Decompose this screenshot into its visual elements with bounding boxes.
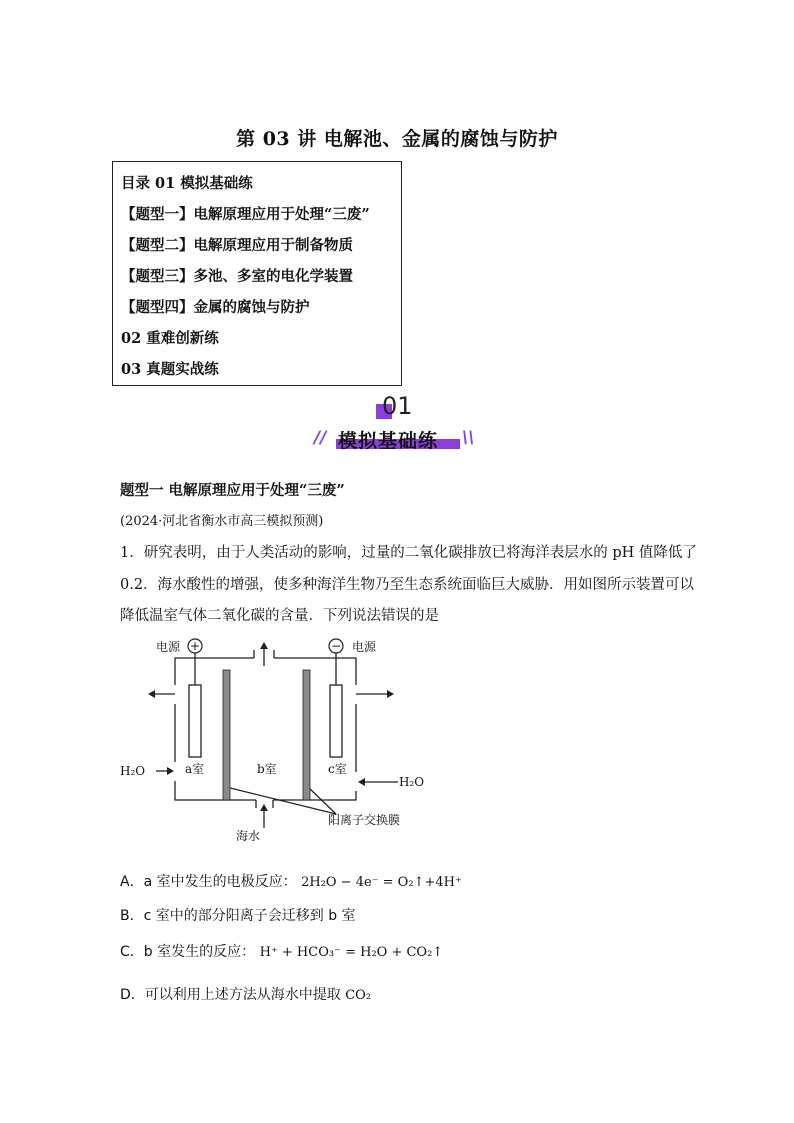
seawater-label: 海水 [236,829,261,843]
question-source: (2024·河北省衡水市高三模拟预测) [120,514,324,529]
option-d-formula: CO₂ [345,988,372,1003]
h2o-right-label: H₂O [399,775,425,789]
question-text: 0.2．海水酸性的增强，使多种海洋生物乃至生态系统面临巨大威胁．用如图所示装置可以 [120,577,695,593]
power-label-left: 电源 [156,640,181,654]
banner-left-deco: // [314,428,327,448]
power-label-right: 电源 [352,640,377,654]
question-text: 1．研究表明，由于人类活动的影响，过量的二氧化碳排放已将海洋表层水的 pH 值降低了 [120,545,697,561]
option-c[interactable] [120,941,443,961]
h2o-left-label: H₂O [120,764,146,778]
option-c-formula: H⁺ + HCO₃⁻ = H₂O + CO₂↑ [259,945,444,960]
toc-item[interactable]: 【题型二】电解原理应用于制备物质 [121,237,353,254]
option-a-text: A．a 室中发生的电极反应： [120,874,297,890]
membrane-label: 阳离子交换膜 [328,813,401,827]
table-of-contents [112,161,402,386]
option-c-text: C．b 室发生的反应： [120,944,256,960]
toc-item[interactable]: 【题型一】电解原理应用于处理“三废” [121,206,370,223]
page-title: 第 03 讲 电解池、金属的腐蚀与防护 [236,128,558,150]
toc-item[interactable]: 【题型四】金属的腐蚀与防护 [121,299,310,316]
plus-sign: + [189,639,201,653]
toc-item[interactable]: 03 真题实战练 [121,361,219,378]
option-a[interactable] [120,871,462,891]
option-d[interactable] [120,984,371,1004]
section-heading: 题型一 电解原理应用于处理“三废” [120,482,345,499]
room-b-label: b室 [257,762,277,776]
toc-item[interactable]: 目录 01 模拟基础练 [121,175,253,192]
option-b[interactable]: B．c 室中的部分阳离子会迁移到 b 室 [120,908,356,924]
section-banner [310,392,480,456]
banner-title: 模拟基础练 [338,430,439,452]
banner-right-deco: \\ [462,428,475,448]
toc-item[interactable]: 【题型三】多池、多室的电化学装置 [121,268,353,285]
toc-item[interactable]: 02 重难创新练 [121,330,219,347]
minus-sign: − [330,639,342,653]
electrolysis-diagram [120,632,425,847]
banner-number: 01 [382,392,413,420]
room-c-label: c室 [328,762,347,776]
question-text: 降低温室气体二氧化碳的含量．下列说法错误的是 [120,608,439,624]
option-d-text: D．可以利用上述方法从海水中提取 [120,987,341,1003]
option-a-formula: 2H₂O − 4e⁻ = O₂↑+4H⁺ [301,875,462,890]
room-a-label: a室 [185,762,205,776]
